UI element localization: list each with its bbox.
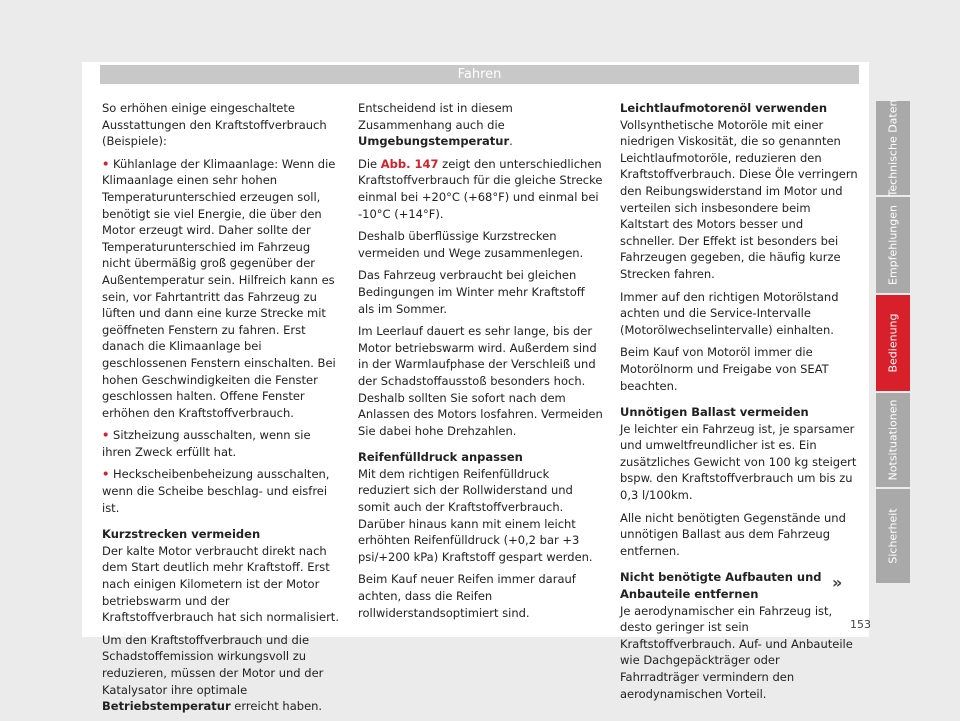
bullet-item: • Sitzheizung ausschalten, wenn sie ihren Zweck erfüllt hat. <box>102 428 311 459</box>
paragraph: Beim Kauf von Motoröl immer die Motorölnorm und Freigabe von SEAT beachten. <box>620 345 829 393</box>
page-header: Fahren <box>100 65 859 84</box>
bullet-icon: • <box>102 467 110 482</box>
paragraph: Vollsynthetische Motoröle mit einer niedrigen Viskosität, die so genannten Leichtlaufmotoröle, reduzieren den Kraftstoffverbrauch. Diese Öle verringern den Reibungswiderstand im Motor und verteilen sich insbesondere beim Kaltstart des Motors besser und schneller. Der Effekt ist besonders bei Fahrzeugen gegeben, die häufig kurze Strecken fahren. <box>620 117 858 281</box>
bullet-icon: • <box>102 156 110 171</box>
paragraph: Entscheidend ist in diesem Zusammenhang auch die Umgebungstemperatur. <box>358 101 513 149</box>
paragraph: Deshalb überflüssige Kurzstrecken vermeiden und Wege zusammenlegen. <box>358 229 584 260</box>
paragraph: Alle nicht benötigten Gegenstände und unnötigen Ballast aus dem Fahrzeug entfernen. <box>620 510 846 558</box>
figure-reference-link[interactable]: Abb. 147 <box>380 156 439 171</box>
paragraph: Immer auf den richtigen Motorölstand achten und die Service-Intervalle (Motorölwechselintervalle) einhalten. <box>620 289 839 337</box>
paragraph: Mit dem richtigen Reifenfülldruck reduziert sich der Rollwiderstand und somit auch der Kraftstoffverbrauch. Darüber hinaus kann mit einem leicht erhöhten Reifenfülldruck (+0,2 bar +3 psi/+200 kPa) Kraftstoff gespart werden. <box>358 466 593 564</box>
tab-sicherheit[interactable]: Sicherheit <box>876 489 910 583</box>
section-heading: Kurzstrecken vermeiden <box>102 527 261 542</box>
section-heading: Leichtlaufmotorenöl verwenden <box>620 101 828 115</box>
tab-bedienung[interactable]: Bedienung <box>876 295 910 391</box>
bullet-item: • Heckscheibenbeheizung ausschalten, wenn die Scheibe beschlag- und eisfrei ist. <box>102 467 330 515</box>
column-middle <box>358 100 604 627</box>
paragraph: Je aerodynamischer ein Fahrzeug ist, desto geringer ist sein Kraftstoffverbrauch. Auf- und Anbauteile wie Dachgepäckträger oder Fahrradträger vermindern den aerodynamischen Vorteil. <box>620 603 853 701</box>
section-heading: Unnötigen Ballast vermeiden <box>620 405 809 420</box>
paragraph: Im Leerlauf dauert es sehr lange, bis der Motor betriebswarm wird. Außerdem sind in der Warmlaufphase der Verschleiß und der Schadstoffausstoß besonders hoch. Deshalb sollten Sie sofort nach dem Anlassen des Motors losfahren. Vermeiden Sie dabei hohe Drehzahlen. <box>358 324 603 438</box>
paragraph: Beim Kauf neuer Reifen immer darauf achten, dass die Reifen rollwiderstandsoptimiert sind. <box>358 572 576 620</box>
column-left <box>102 100 342 721</box>
paragraph: Je leichter ein Fahrzeug ist, je sparsamer und umweltfreundlicher ist es. Ein zusätzliches Gewicht von 100 kg steigert bspw. den Kraftstoffverbrauch um bis zu 0,3 l/100km. <box>620 421 857 503</box>
bullet-item: • Kühlanlage der Klimaanlage: Wenn die Klimaanlage einen sehr hohen Temperaturunterschied erzeugen soll, benötigt sie viel Energie, die über den Motor erzeugt wird. Daher sollte der Temperaturunterschied im Fahrzeug nicht übermäßig groß gegenüber der Außentemperatur sein. Hilfreich kann es sein, vor Fahrtantritt das Fahrzeug zu lüften und dann eine kurze Strecke mit geöffneten Fenstern zu fahren. Erst danach die Klimaanlage bei geschlossenen Fenstern einschalten. Bei hohen Geschwindigkeiten die Fenster geschlossen halten. Offene Fenster erhöhen den Kraftstoffverbrauch. <box>102 156 336 420</box>
tab-technische-daten[interactable]: Technische Daten <box>876 101 910 195</box>
page-number: 153 <box>850 618 871 631</box>
section-heading: Reifenfülldruck anpassen <box>358 450 523 465</box>
tab-notsituationen[interactable]: Notsituationen <box>876 393 910 487</box>
paragraph: Die Abb. 147 zeigt den unterschiedlichen Kraftstoffverbrauch für die gleiche Strecke einmal bei +20°C (+68°F) und einmal bei -10°C (+14°F). <box>358 156 603 221</box>
intro-text: So erhöhen einige eingeschaltete Ausstattungen den Kraftstoffverbrauch (Beispiele): <box>102 101 327 149</box>
section-heading: Nicht benötigte Aufbauten und Anbauteile entfernen <box>620 570 822 602</box>
paragraph: Um den Kraftstoffverbrauch und die Schadstoffemission wirkungsvoll zu reduzieren, müssen der Motor und der Katalysator ihre optimale Betriebstemperatur erreicht haben. <box>102 632 324 714</box>
paragraph: Das Fahrzeug verbraucht bei gleichen Bedingungen im Winter mehr Kraftstoff als im Sommer. <box>358 268 585 316</box>
tab-empfehlungen[interactable]: Empfehlungen <box>876 197 910 293</box>
paragraph: Der kalte Motor verbraucht direkt nach dem Start deutlich mehr Kraftstoff. Erst nach einigen Kilometern ist der Motor betriebswarm und der Kraftstoffverbrauch hat sich normalisiert. <box>102 543 339 625</box>
bullet-icon: • <box>102 428 110 443</box>
continue-arrow-icon: » <box>832 573 843 592</box>
column-right <box>620 100 860 708</box>
